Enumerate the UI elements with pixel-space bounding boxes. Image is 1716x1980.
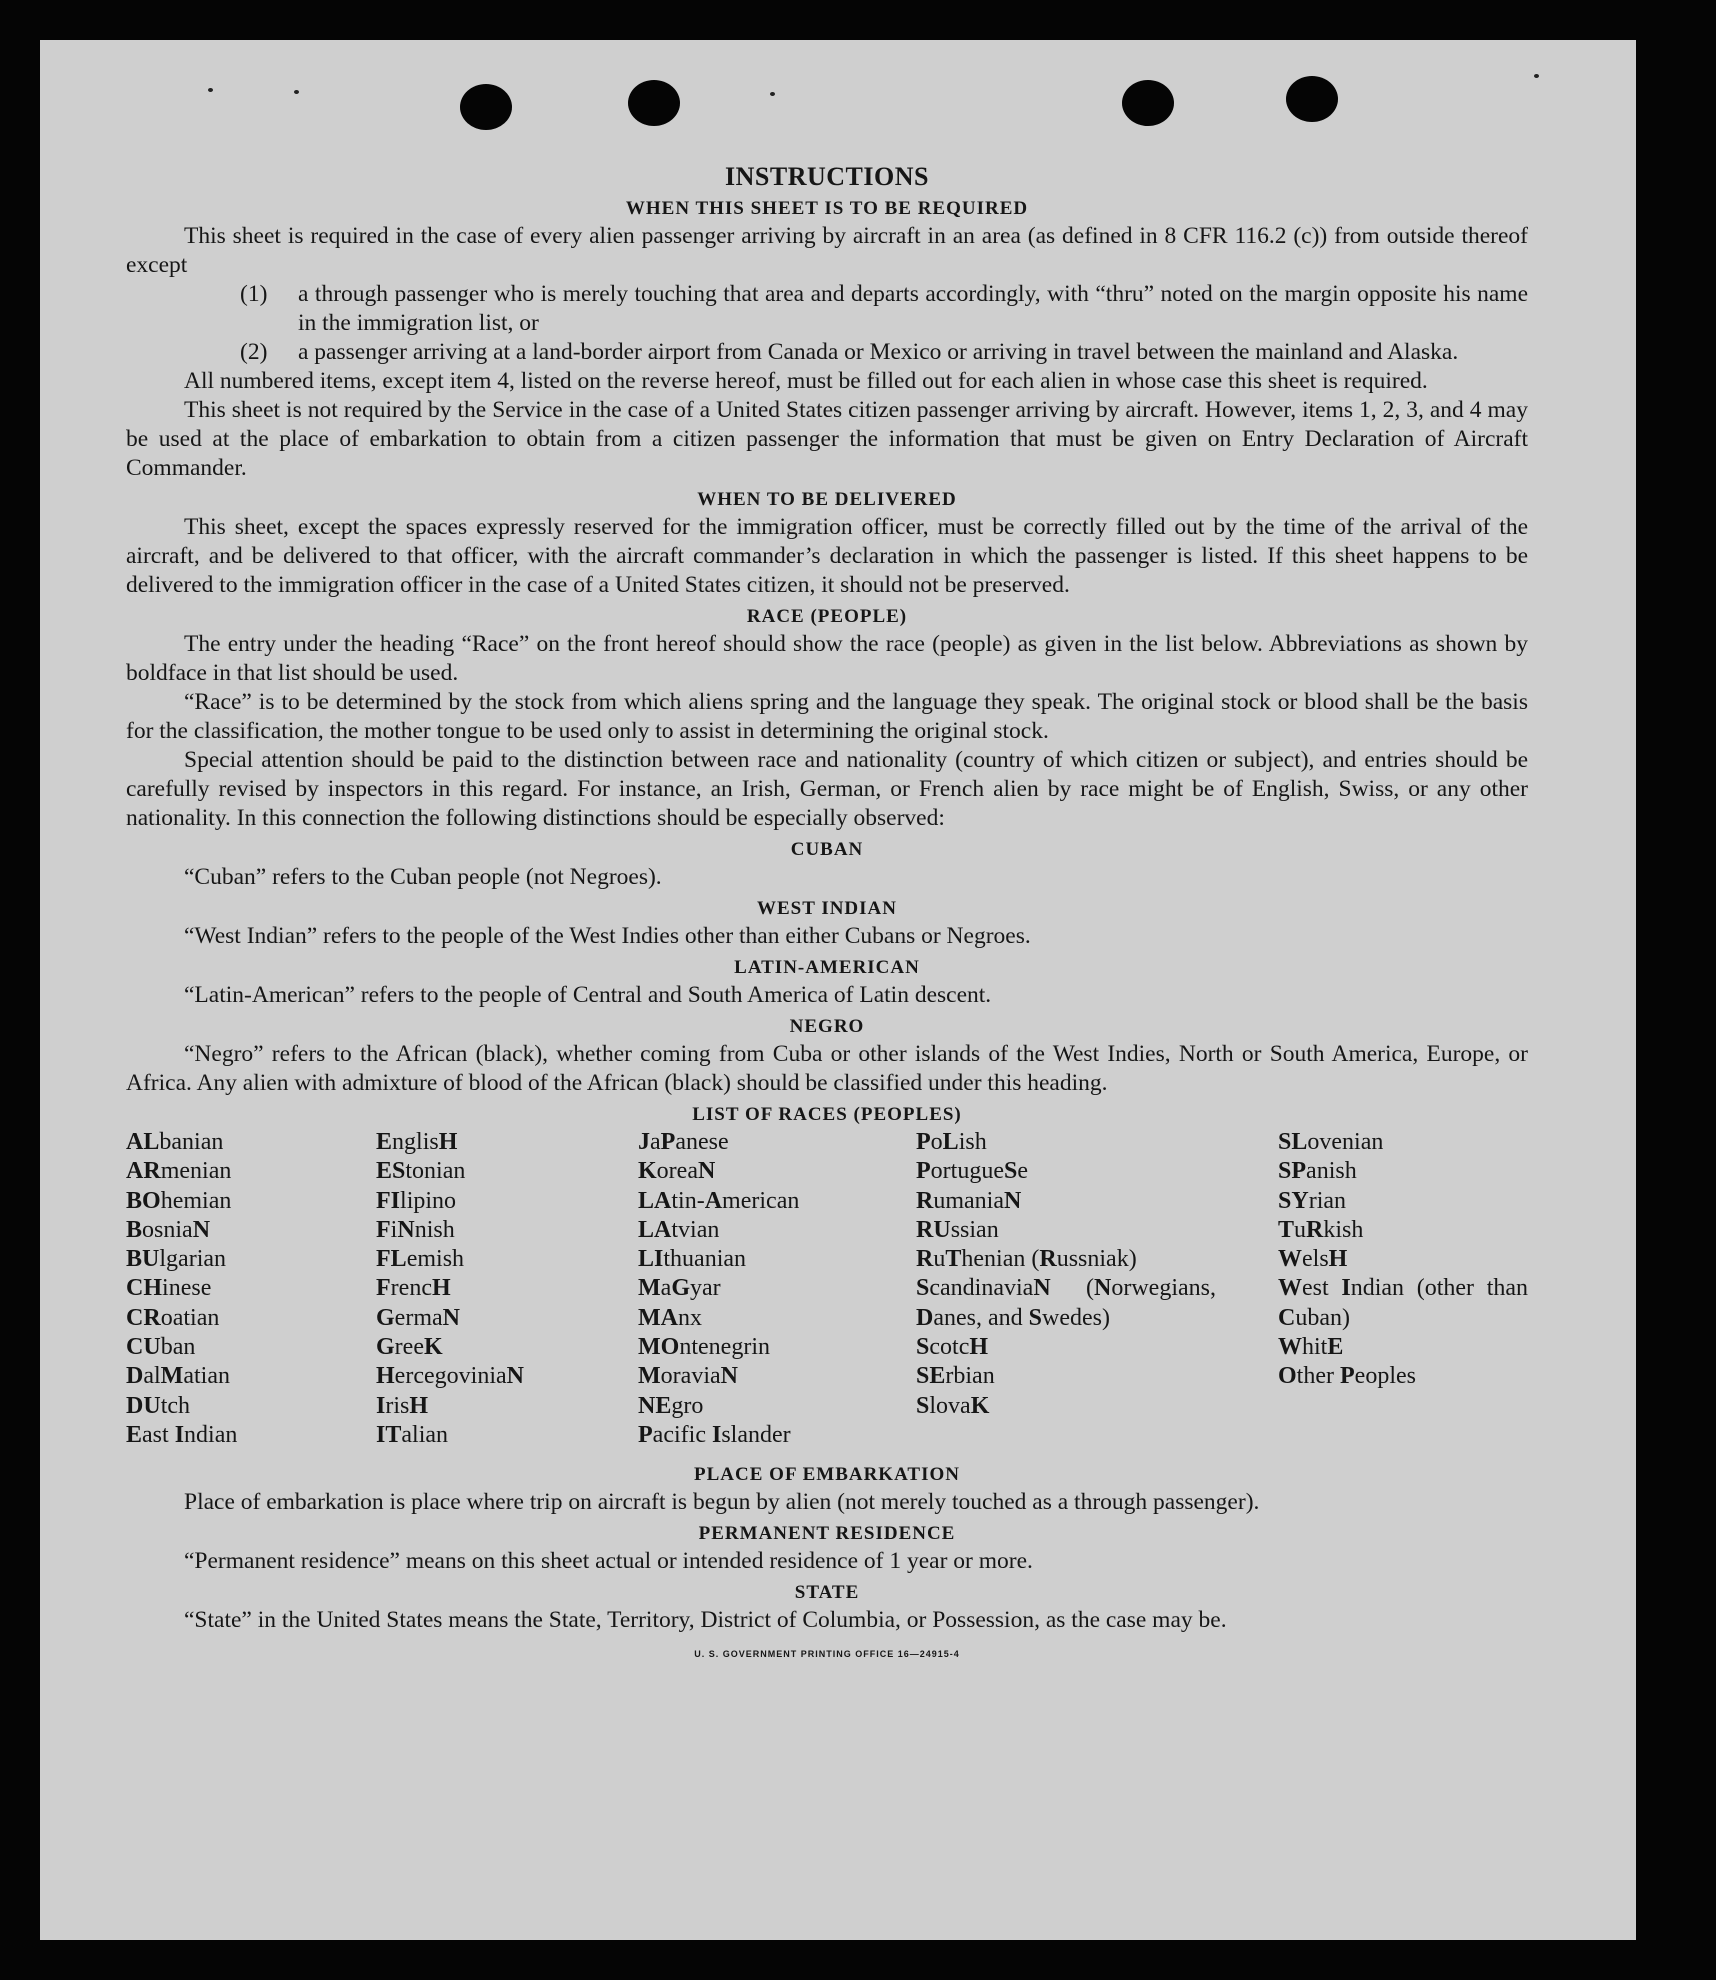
race-entry: RumaniaN (916, 1187, 1022, 1214)
list-item (126, 338, 1528, 367)
race-column-2 (376, 1128, 616, 1450)
paragraph: “Latin-American” refers to the people of Central and South America of Latin descent. (184, 982, 992, 1008)
paragraph: “West Indian” refers to the people of the West Indies other than either Cubans or Negroes. (184, 923, 1031, 949)
paragraph: “Permanent residence” means on this sheet actual or intended residence of 1 year or more. (184, 1548, 1033, 1574)
race-entry: GreeK (376, 1334, 443, 1361)
race-entry: KoreaN (638, 1158, 716, 1185)
race-entry: FIlipino (376, 1187, 457, 1214)
race-entry: DalMatian (126, 1363, 230, 1390)
race-column-1 (126, 1128, 356, 1450)
race-column-3 (638, 1128, 908, 1450)
item-text: a through passenger who is merely touching that area and departs accordingly, with “thru” noted on the margin opposite his name in the immigration list, or (298, 281, 1528, 336)
race-entry: SErbian (916, 1363, 995, 1390)
item-number: (2) (240, 339, 268, 365)
race-entry: FrencH (376, 1275, 451, 1302)
race-entry: MaGyar (638, 1275, 721, 1302)
paragraph: The entry under the heading “Race” on the front hereof should show the race (people) as given in the list below. Abbreviations as shown by boldface in that list should be used. (126, 631, 1528, 686)
race-entry: MAnx (638, 1304, 702, 1331)
race-entry: FLemish (376, 1246, 465, 1273)
section-heading-west-indian: WEST INDIAN (757, 898, 897, 919)
paragraph: All numbered items, except item 4, listed on the reverse hereof, must be filled out for each alien in whose case this sheet is required. (184, 368, 1428, 394)
race-entry: LIthuanian (638, 1246, 747, 1273)
race-entry: ScotcH (916, 1334, 989, 1361)
race-entry: ALbanian (126, 1129, 224, 1155)
race-entry: CUban (126, 1334, 196, 1361)
race-entry: HercegoviniaN (376, 1363, 524, 1390)
paper-speck (1534, 74, 1539, 78)
item-number: (1) (240, 281, 268, 307)
race-column-4 (916, 1128, 1216, 1421)
section-heading-latin-american: LATIN-AMERICAN (734, 957, 920, 978)
section-heading-cuban: CUBAN (790, 839, 864, 860)
page-title: INSTRUCTIONS (725, 162, 929, 191)
section-heading-state: STATE (794, 1582, 860, 1603)
race-entry: WhitE (1278, 1334, 1344, 1361)
race-entry: SlovaK (916, 1392, 990, 1419)
race-entry: PoLish (916, 1129, 987, 1155)
race-entry: CHinese (126, 1275, 212, 1302)
race-entry: Other Peoples (1278, 1363, 1416, 1390)
race-entry: MOntenegrin (638, 1334, 770, 1361)
list-item (126, 280, 1528, 338)
section-heading-residence: PERMANENT RESIDENCE (698, 1523, 956, 1544)
paper-speck (208, 88, 213, 92)
race-entry: East Indian (126, 1421, 238, 1448)
race-list (126, 1128, 1528, 1458)
paragraph: “Negro” refers to the African (black), whether coming from Cuba or other islands of the West Indies, North or South America, Europe, or Africa. Any alien with admixture of blood of the African (black) should be classified under this heading. (126, 1041, 1528, 1096)
race-entry: ITalian (376, 1421, 449, 1448)
section-heading-when-required: WHEN THIS SHEET IS TO BE REQUIRED (625, 198, 1029, 219)
race-entry: ScandinaviaN (Norwegians, Danes, and Swedes) (916, 1275, 1216, 1331)
race-entry: LAtin-American (638, 1187, 800, 1214)
paper-speck (294, 90, 299, 94)
race-entry: LAtvian (638, 1216, 720, 1243)
race-column-5 (1278, 1128, 1528, 1392)
race-entry: DUtch (126, 1392, 191, 1419)
race-entry: SLovenian (1278, 1129, 1384, 1155)
race-entry: SPanish (1278, 1158, 1357, 1185)
race-entry: PortugueSe (916, 1158, 1029, 1185)
paragraph: “State” in the United States means the State, Territory, District of Columbia, or Possession, as the case may be. (184, 1607, 1227, 1633)
paragraph: This sheet is required in the case of every alien passenger arriving by aircraft in an area (as defined in 8 CFR 116.2 (c)) from outside thereof except (126, 223, 1528, 278)
section-heading-negro: NEGRO (789, 1016, 865, 1037)
race-entry: SYrian (1278, 1187, 1347, 1214)
race-entry: WelsH (1278, 1246, 1348, 1273)
race-entry: RUssian (916, 1216, 999, 1243)
race-entry: West Indian (other than Cuban) (1278, 1275, 1529, 1331)
race-entry: BOhemian (126, 1187, 232, 1214)
race-entry: EnglisH (376, 1129, 458, 1155)
paragraph: This sheet is not required by the Service in the case of a United States citizen passenger arriving by aircraft. However, items 1, 2, 3, and 4 may be used at the place of embarkation to obtain from a citizen passenger the information that must be given on Entry Declaration of Aircraft Commander. (126, 397, 1528, 481)
race-entry: NEgro (638, 1392, 704, 1419)
race-entry: MoraviaN (638, 1363, 738, 1390)
printer-imprint: U. S. GOVERNMENT PRINTING OFFICE 16—24915-4 (694, 1649, 960, 1659)
paper-speck (770, 92, 775, 96)
race-entry: IrisH (376, 1392, 429, 1419)
race-entry: RuThenian (Russniak) (916, 1246, 1137, 1273)
paragraph: This sheet, except the spaces expressly reserved for the immigration officer, must be correctly filled out by the time of the arrival of the aircraft, and be delivered to that officer, with the aircraft commander’s declaration in which the passenger is listed. If this sheet happens to be delivered to the immigration officer in the case of a United States citizen, it should not be preserved. (126, 514, 1528, 598)
race-entry: BUlgarian (126, 1246, 227, 1273)
race-entry: GermaN (376, 1304, 460, 1331)
section-heading-race: RACE (PEOPLE) (746, 606, 908, 627)
section-heading-list-of-races: LIST OF RACES (PEOPLES) (692, 1104, 962, 1125)
race-entry: EStonian (376, 1158, 466, 1185)
paragraph: “Race” is to be determined by the stock from which aliens spring and the language they speak. The original stock or blood shall be the basis for the classification, the mother tongue to be used only to assist in determining the original stock. (126, 689, 1528, 744)
item-text: a passenger arriving at a land-border airport from Canada or Mexico or arriving in travel between the mainland and Alaska. (298, 339, 1459, 365)
race-entry: BosniaN (126, 1216, 211, 1243)
section-heading-embarkation: PLACE OF EMBARKATION (694, 1464, 960, 1485)
race-entry: FiNnish (376, 1216, 455, 1243)
race-entry: ARmenian (126, 1158, 232, 1185)
instructions-content (126, 120, 1528, 1659)
section-heading-when-delivered: WHEN TO BE DELIVERED (697, 489, 957, 510)
race-entry: JaPanese (638, 1129, 729, 1155)
document-sheet (40, 40, 1636, 1940)
punch-hole (1286, 76, 1338, 122)
paragraph: “Cuban” refers to the Cuban people (not Negroes). (184, 864, 662, 890)
paragraph: Special attention should be paid to the distinction between race and nationality (country of which citizen or subject), and entries should be carefully revised by inspectors in this regard. For instance, an Irish, German, or French alien by race might be of English, Swiss, or any other nationality. In this connection the following distinctions should be especially observed: (126, 747, 1528, 831)
race-entry: CRoatian (126, 1304, 220, 1331)
paragraph: Place of embarkation is place where trip on aircraft is begun by alien (not merely touched as a through passenger). (184, 1489, 1260, 1515)
race-entry: Pacific Islander (638, 1421, 791, 1448)
race-entry: TuRkish (1278, 1216, 1364, 1243)
